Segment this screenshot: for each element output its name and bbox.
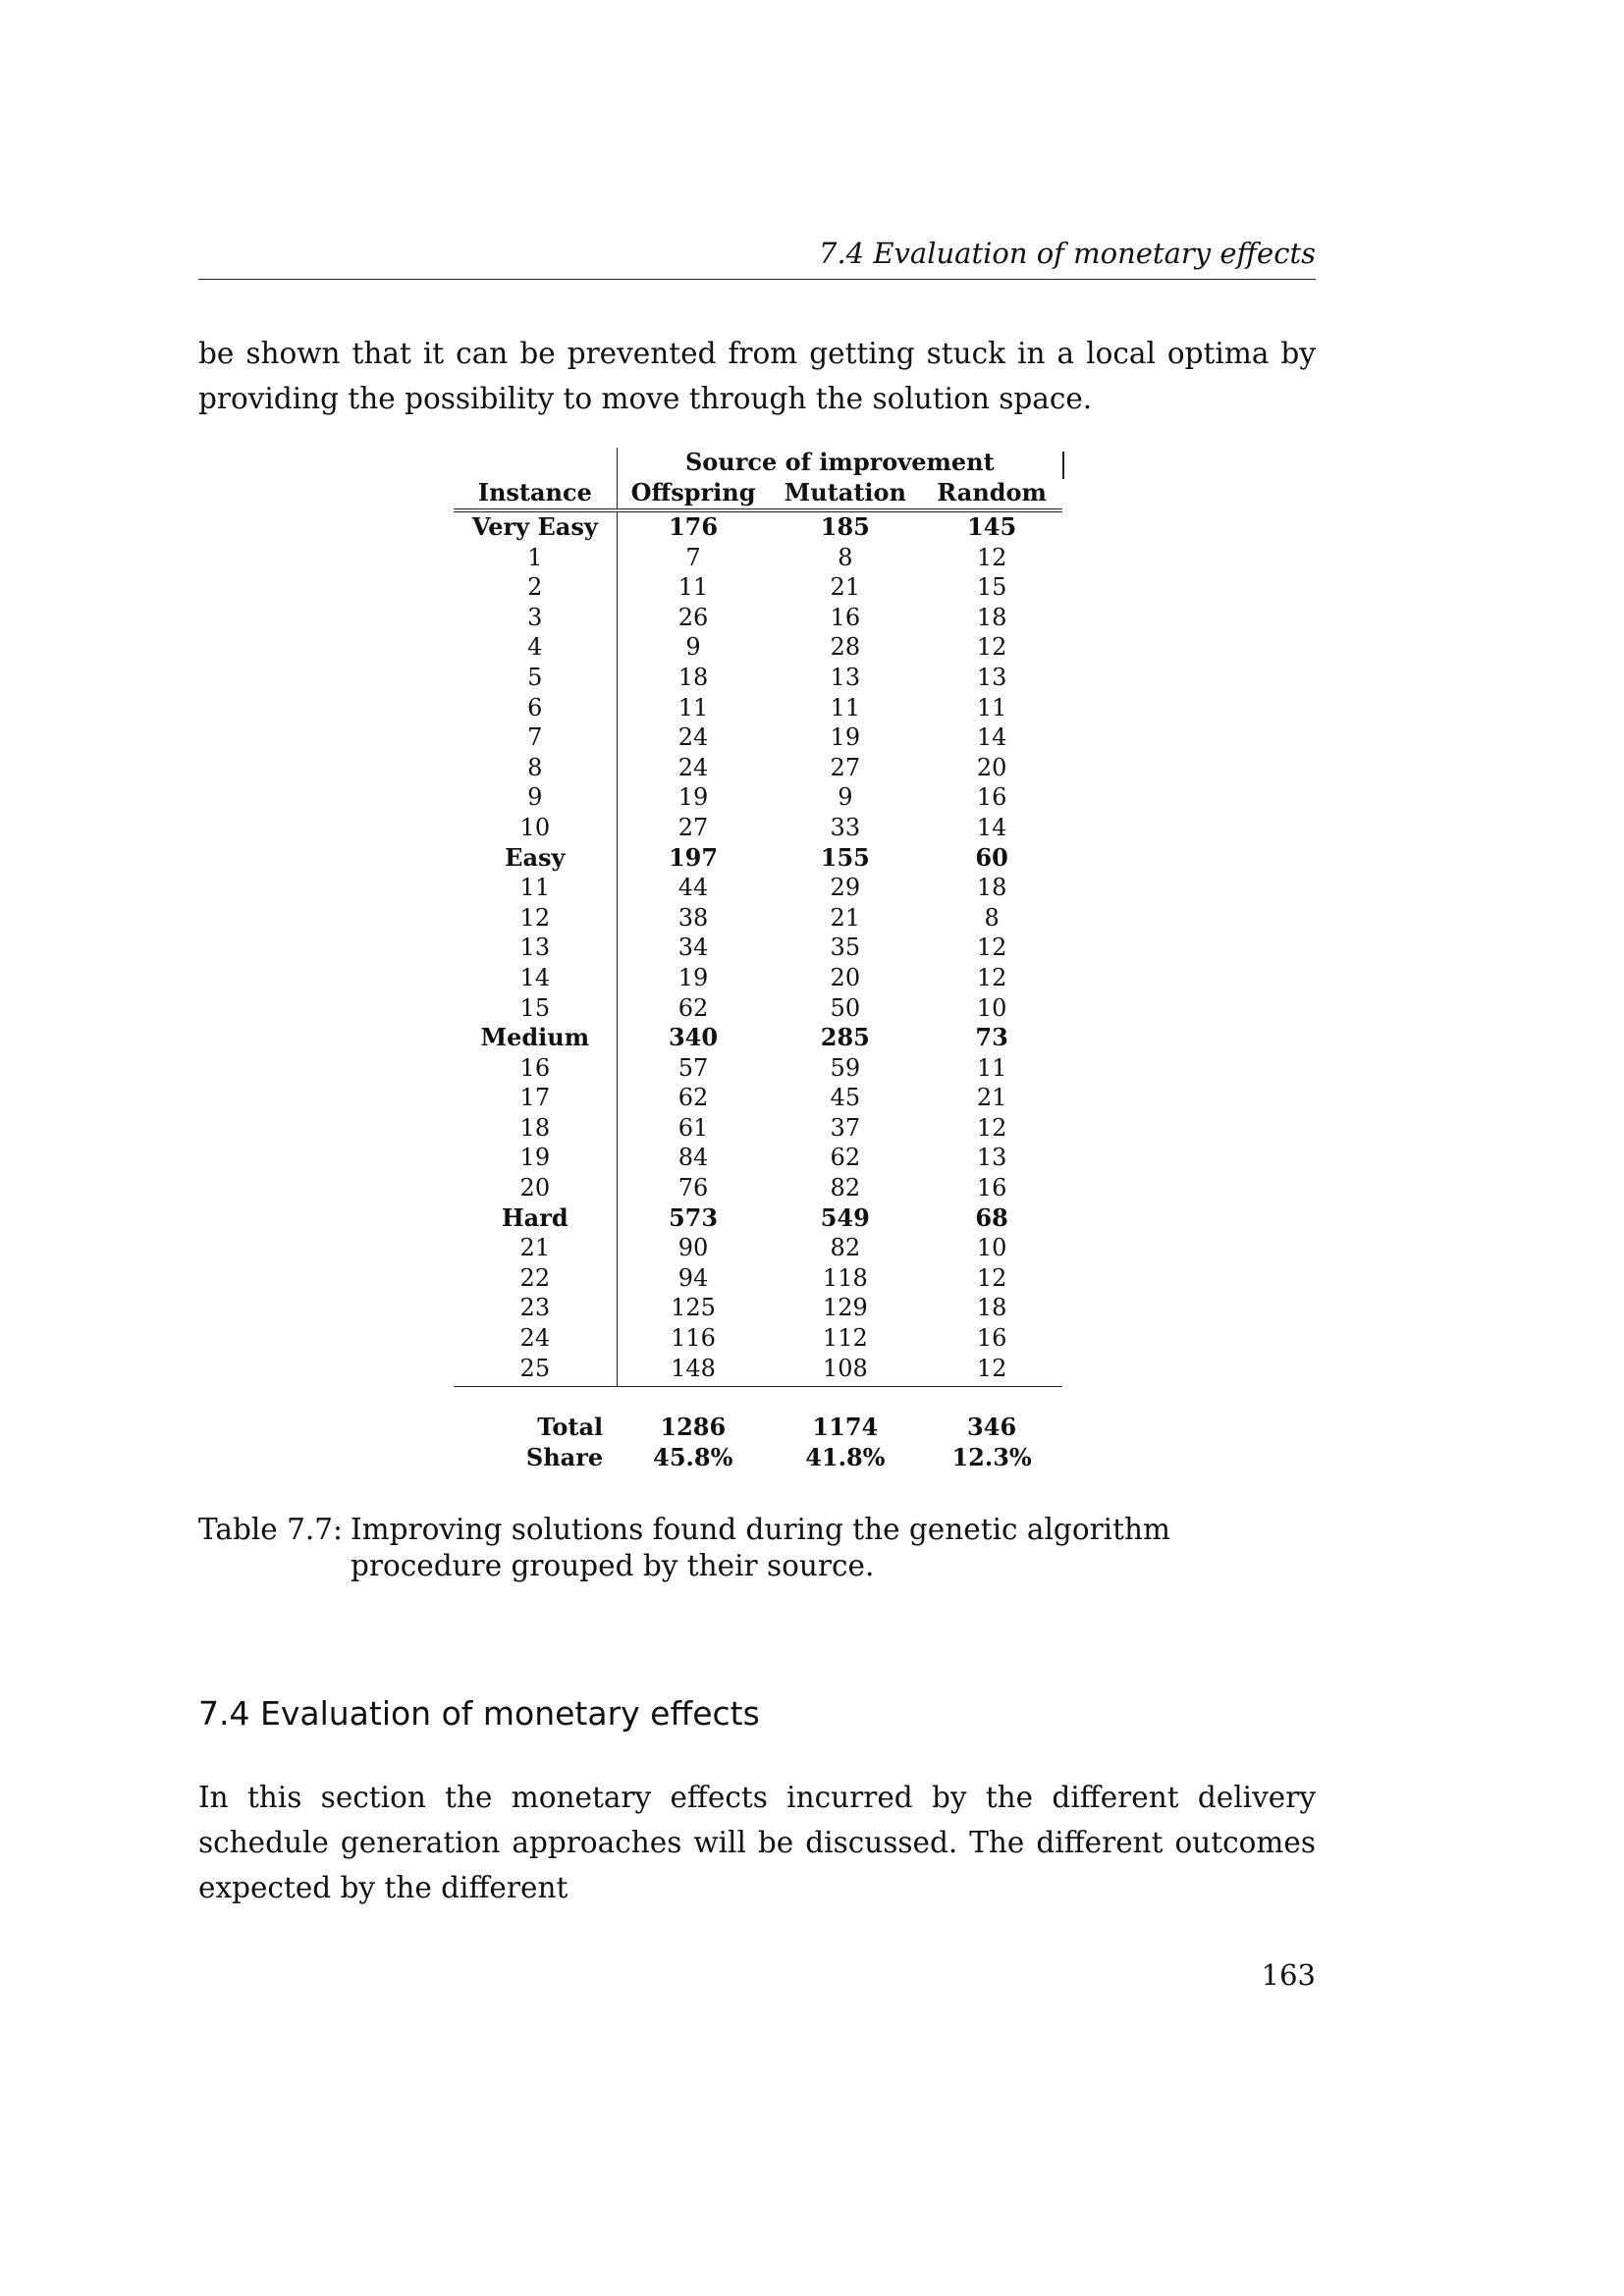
- cell-random: 20: [976, 753, 1007, 781]
- table-row: [454, 1354, 1062, 1387]
- cell-instance: 8: [527, 753, 543, 781]
- table-row: [454, 1293, 1062, 1323]
- table-row: [454, 603, 1062, 633]
- cell-random: 18: [976, 1294, 1007, 1322]
- cell-offspring: 90: [617, 1233, 769, 1263]
- totals-random: 12.3%: [951, 1442, 1032, 1471]
- cell-random: 12: [976, 1263, 1007, 1292]
- group-header: Source of improvement: [617, 448, 1062, 478]
- table-totals: [454, 1387, 1062, 1473]
- cell-offspring: 11: [617, 693, 769, 723]
- cell-mutation: 29: [830, 874, 861, 902]
- intro-paragraph: be shown that it can be prevented from getting stuck in a local optima by providing the possibility to move through the solution space.: [198, 337, 1316, 415]
- cell-offspring: 197: [617, 843, 769, 874]
- cell-instance: 13: [519, 934, 551, 962]
- cell-mutation: 28: [830, 633, 861, 662]
- cell-mutation: 19: [830, 723, 861, 752]
- cell-mutation: 118: [822, 1263, 868, 1292]
- table-row: [454, 663, 1062, 693]
- table-row: [454, 1083, 1062, 1113]
- table-caption: [198, 1512, 1316, 1584]
- cell-offspring: 84: [617, 1143, 769, 1173]
- totals-mutation: 41.8%: [805, 1442, 886, 1471]
- running-head: 7.4 Evaluation of monetary effects: [198, 234, 1316, 280]
- cell-instance: 16: [519, 1053, 551, 1082]
- cell-instance: Very Easy: [471, 512, 598, 541]
- col-header-mutation: Mutation: [769, 478, 921, 510]
- cell-mutation: 21: [830, 573, 861, 602]
- cell-mutation: 16: [830, 603, 861, 631]
- cell-instance: 22: [519, 1263, 551, 1292]
- cell-mutation: 9: [838, 783, 853, 812]
- cell-instance: 7: [527, 723, 543, 752]
- cell-offspring: 11: [617, 572, 769, 603]
- cell-offspring: 57: [617, 1053, 769, 1084]
- totals-offspring: 45.8%: [653, 1442, 733, 1471]
- cell-mutation: 82: [830, 1174, 861, 1202]
- totals-label: Share: [525, 1442, 604, 1471]
- cell-mutation: 8: [838, 543, 853, 571]
- section-paragraph: In this section the monetary effects incurred by the different delivery schedule generation approaches will be discussed. The different outcomes expected by the different: [198, 1781, 1316, 1904]
- cell-random: 11: [976, 693, 1007, 721]
- cell-instance: 21: [519, 1234, 551, 1262]
- cell-offspring: 94: [617, 1263, 769, 1294]
- cell-mutation: 112: [822, 1324, 868, 1353]
- table-row: [454, 963, 1062, 993]
- cell-instance: 10: [519, 813, 551, 841]
- table-row: [454, 572, 1062, 603]
- cell-mutation: 13: [830, 663, 861, 691]
- cell-random: 14: [976, 723, 1007, 752]
- cell-mutation: 59: [830, 1053, 861, 1082]
- cell-random: 18: [976, 874, 1007, 902]
- cell-random: 18: [976, 603, 1007, 631]
- cell-mutation: 62: [830, 1144, 861, 1172]
- cell-mutation: 11: [830, 693, 861, 721]
- cell-offspring: 24: [617, 722, 769, 753]
- cell-instance: 3: [527, 603, 543, 631]
- cell-random: 12: [921, 1354, 1062, 1387]
- cell-instance: 17: [519, 1084, 551, 1112]
- table-row: [454, 632, 1062, 663]
- cell-random: 15: [976, 573, 1007, 602]
- cell-instance: 9: [527, 783, 543, 812]
- table-row: [454, 1323, 1062, 1354]
- cell-random: 12: [976, 543, 1007, 571]
- cell-offspring: 176: [617, 510, 769, 543]
- cell-instance: 20: [519, 1174, 551, 1202]
- table-row: [454, 782, 1062, 813]
- table-row: [454, 1143, 1062, 1173]
- cell-instance: 12: [519, 903, 551, 932]
- section-heading: 7.4 Evaluation of monetary effects: [198, 1694, 760, 1733]
- cell-random: 16: [976, 783, 1007, 812]
- cell-offspring: 340: [617, 1023, 769, 1053]
- caption-text: Improving solutions found during the genetic algorithm procedure grouped by their source.: [350, 1513, 1170, 1582]
- col-header-offspring: Offspring: [617, 478, 769, 510]
- table-row: [454, 1113, 1062, 1144]
- cell-random: 8: [984, 903, 1000, 932]
- cell-mutation: 285: [820, 1023, 870, 1052]
- cell-random: 60: [975, 842, 1008, 872]
- totals-row: [454, 1443, 1062, 1473]
- cell-mutation: 37: [830, 1113, 861, 1142]
- cell-random: 12: [976, 963, 1007, 991]
- cell-offspring: 27: [617, 813, 769, 843]
- cell-instance: 1: [527, 543, 543, 571]
- totals-label: Total: [537, 1413, 604, 1442]
- cell-random: 12: [976, 934, 1007, 962]
- cell-offspring: 76: [617, 1173, 769, 1203]
- cell-mutation: 155: [820, 842, 870, 872]
- cell-instance: 6: [527, 693, 543, 721]
- cell-random: 14: [976, 813, 1007, 841]
- cell-instance: 5: [527, 663, 543, 691]
- cell-mutation: 82: [830, 1234, 861, 1262]
- cell-random: 12: [976, 633, 1007, 662]
- cell-instance: 25: [454, 1354, 617, 1387]
- cell-random: 11: [976, 1053, 1007, 1082]
- cell-random: 12: [976, 1113, 1007, 1142]
- cell-instance: Easy: [505, 842, 566, 872]
- cell-offspring: 62: [617, 993, 769, 1024]
- cell-offspring: 7: [617, 543, 769, 573]
- cell-instance: 18: [519, 1113, 551, 1142]
- cell-offspring: 18: [617, 663, 769, 693]
- cell-random: 68: [975, 1202, 1008, 1232]
- cell-offspring: 19: [617, 782, 769, 813]
- cell-mutation: 549: [820, 1202, 870, 1232]
- cell-random: 10: [976, 1234, 1007, 1262]
- header-empty-cell: [454, 448, 617, 478]
- cell-mutation: 35: [830, 934, 861, 962]
- cell-mutation: 185: [820, 512, 870, 541]
- col-header-random: Random: [921, 478, 1062, 510]
- table-group-row: [454, 843, 1062, 874]
- cell-instance: 14: [519, 963, 551, 991]
- table-row: [454, 1053, 1062, 1084]
- cell-mutation: 20: [830, 963, 861, 991]
- table-row: [454, 903, 1062, 934]
- table-row: [454, 873, 1062, 903]
- cell-instance: 23: [519, 1294, 551, 1322]
- table-group-row: [454, 1203, 1062, 1234]
- cell-offspring: 61: [617, 1113, 769, 1144]
- caption-label: Table 7.7:: [198, 1513, 343, 1546]
- cell-offspring: 9: [617, 632, 769, 663]
- cell-offspring: 24: [617, 753, 769, 783]
- cell-instance: 24: [519, 1324, 551, 1353]
- cell-offspring: 34: [617, 933, 769, 963]
- table-group-row: [454, 1023, 1062, 1053]
- results-table: [454, 448, 1062, 1472]
- table-row: [454, 933, 1062, 963]
- cell-instance: Medium: [480, 1023, 590, 1052]
- cell-random: 73: [975, 1023, 1008, 1052]
- cell-mutation: 108: [769, 1354, 921, 1387]
- cell-offspring: 19: [617, 963, 769, 993]
- cell-random: 21: [976, 1084, 1007, 1112]
- cell-offspring: 26: [617, 603, 769, 633]
- table-row: [454, 1233, 1062, 1263]
- cell-random: 16: [976, 1324, 1007, 1353]
- cell-instance: 15: [519, 993, 551, 1022]
- cell-mutation: 129: [822, 1294, 868, 1322]
- table-row: [454, 813, 1062, 843]
- cell-offspring: 44: [617, 873, 769, 903]
- cell-instance: 11: [519, 874, 551, 902]
- table-row: [454, 993, 1062, 1024]
- col-header-instance: Instance: [454, 478, 617, 510]
- cell-mutation: 33: [830, 813, 861, 841]
- table-row: [454, 693, 1062, 723]
- cell-random: 16: [976, 1174, 1007, 1202]
- cell-mutation: 45: [830, 1084, 861, 1112]
- totals-row: [454, 1413, 1062, 1443]
- table-body: [454, 510, 1062, 1387]
- cell-instance: Hard: [501, 1202, 568, 1232]
- cell-instance: 2: [527, 573, 543, 602]
- cell-offspring: 148: [617, 1354, 769, 1387]
- table-row: [454, 543, 1062, 573]
- cell-offspring: 573: [617, 1203, 769, 1234]
- totals-mutation: 1174: [812, 1413, 879, 1442]
- table-row: [454, 753, 1062, 783]
- cell-instance: 19: [519, 1144, 551, 1172]
- cell-offspring: 62: [617, 1083, 769, 1113]
- cell-offspring: 116: [617, 1323, 769, 1354]
- cell-offspring: 38: [617, 903, 769, 934]
- cell-mutation: 50: [830, 993, 861, 1022]
- cell-instance: 4: [527, 633, 543, 662]
- totals-random: 346: [967, 1413, 1017, 1442]
- page-number: 163: [1261, 1958, 1316, 1992]
- cell-random: 10: [976, 993, 1007, 1022]
- table-group-row: [454, 510, 1062, 543]
- table-row: [454, 722, 1062, 753]
- totals-offspring: 1286: [660, 1413, 727, 1442]
- cell-random: 145: [967, 512, 1017, 541]
- table-row: [454, 1263, 1062, 1294]
- cell-mutation: 27: [830, 753, 861, 781]
- cell-random: 13: [976, 1144, 1007, 1172]
- cell-offspring: 125: [617, 1293, 769, 1323]
- table-row: [454, 1173, 1062, 1203]
- cell-mutation: 21: [830, 903, 861, 932]
- cell-random: 13: [976, 663, 1007, 691]
